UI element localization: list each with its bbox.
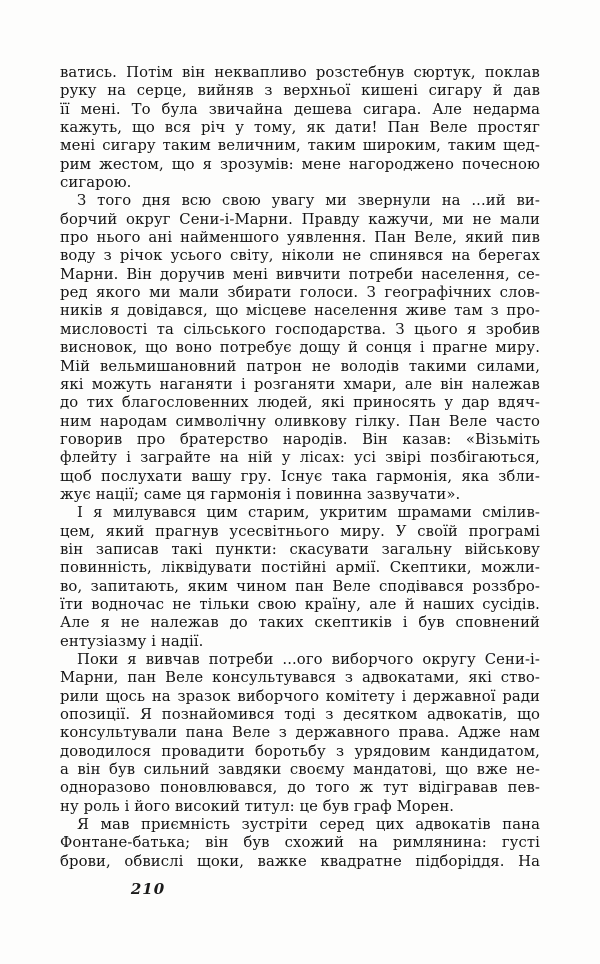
text-line: одноразово поновлювався, до того ж тут відігравав пев- [60,779,540,797]
text-line: во, запитають, яким чином пан Веле сподівався роззбро- [60,577,540,595]
text-line: опозиції. Я познайомився тоді з десятком адвокатів, що [60,706,540,724]
text-line: повинність, ліквідувати постійні армії. Скептики, можли- [60,559,540,577]
text-line: які можуть наганяти і розганяти хмари, але він належав [60,375,540,393]
text-line: щоб послухати вашу гру. Існує така гармонія, яка збли- [60,467,540,485]
text-line: І я милувався цим старим, укритим шрамами смілив- [77,504,540,522]
text-line: З того дня всю свою увагу ми звернули на ...ий ви- [77,192,540,210]
text-line: її мені. То була звичайна дешева сигара. Але недарма [60,100,540,118]
text-line: ред якого ми мали збирати голоси. З географічних слов- [60,284,540,302]
text-line: Я мав приємність зустріти серед цих адвокатів пана [77,816,540,834]
text-line: жує нації; саме ця гармонія і повинна зазвучати». [60,485,461,503]
text-line: борчий округ Сени-і-Марни. Правду кажучи, ми не мали [60,210,540,228]
text-line: руку на серце, вийняв з верхньої кишені сигару й дав [60,82,540,100]
text-line: Поки я вивчав потреби ...ого виборчого округу Сени-і- [77,651,540,668]
text-line: ним народам символічну оливкову гілку. Пан Веле часто [60,412,540,430]
text-line: рим жестом, що я зрозумів: мене нагороджено почесною [60,155,540,173]
text-line: Мій вельмишановний патрон не володів такими силами, [60,357,540,375]
text-line: доводилося провадити боротьбу з урядовим кандидатом, [60,742,540,760]
text-line: мені сигару таким величним, таким широким, таким щед- [60,137,540,155]
text-line: флейту і заграйте на ній у лісах: усі звірі позбігаються, [60,449,540,467]
text-line: кажуть, що вся річ у тому, як дати! Пан Веле простяг [60,119,540,137]
text-line: Фонтане-батька; він був схожий на римлянина: густі [60,834,540,852]
text-line: до тих благословенних людей, які приносять у дар вдяч- [60,394,540,412]
text-line: Але я не належав до таких скептиків і був сповнений [60,614,540,632]
text-line: ників я довідався, що місцеве населення живе там з про- [60,302,540,320]
text-line: Марни, пан Веле консультувався з адвокатами, які ство- [60,669,540,687]
text-line: висновок, що воно потребує дощу й сонця і прагне миру. [60,339,540,357]
text-line: консультували пана Веле з державного права. Адже нам [60,724,540,742]
text-line: їти водночас не тільки свою країну, але й наших сусідів. [60,595,540,613]
text-line: рили щось на зразок виборчого комітету і державної ради [60,687,540,705]
page-number: 210 [130,880,166,898]
text-line: цем, який прагнув усесвітнього миру. У своїй програмі [60,522,540,540]
text-line: про нього ані найменшого уявлення. Пан Веле, який пив [60,229,540,247]
text-line: ватись. Потім він неквапливо розстебнув сюртук, поклав [60,64,540,81]
text-line: Марни. Він доручив мені вивчити потреби населення, се- [60,265,540,283]
text-line: мисловості та сільського господарства. З цього я зробив [60,320,540,338]
text-line: говорив про братерство народів. Він казав: «Візьміть [60,430,540,448]
text-line: він записав такі пункти: скасувати загальну військову [60,540,540,558]
text-line: а він був сильний завдяки своєму мандатові, що вже не- [60,761,540,779]
text-block [60,64,540,871]
text-line: ентузіазму і надії. [60,632,204,650]
text-line: сигарою. [60,174,132,192]
text-line: ну роль і його високий титул: це був граф Морен. [60,797,455,815]
text-line: брови, обвислі щоки, важке квадратне підборіддя. На [60,852,540,870]
text-line: воду з річок усього світу, ніколи не спинявся на берегах [60,247,540,265]
